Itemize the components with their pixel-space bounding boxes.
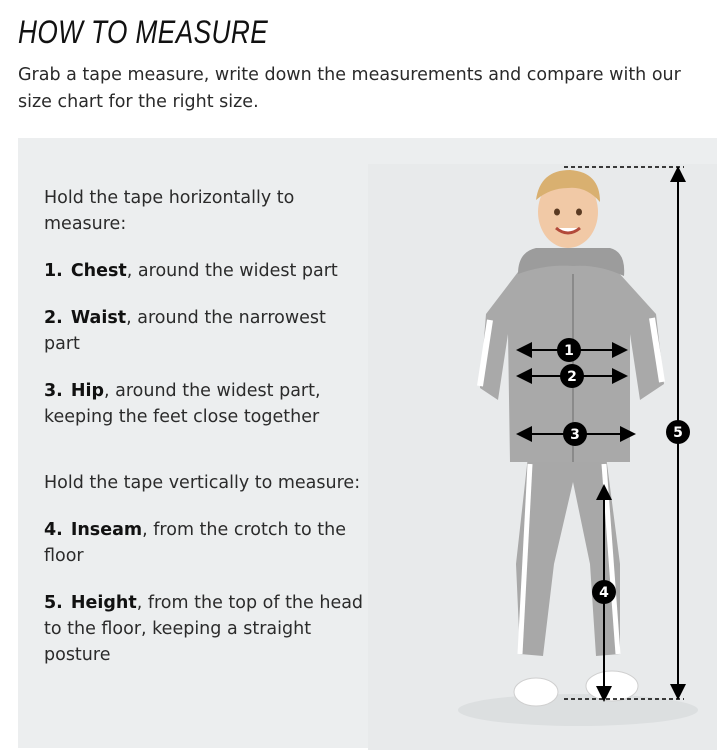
instruction-term: Height [70, 593, 137, 613]
instruction-text: , around the narrowest part [44, 308, 326, 354]
intro-text: Grab a tape measure, write down the measurements and compare with our size chart for the right size. [18, 65, 681, 112]
page-title: HOW TO MEASURE [18, 14, 269, 50]
marker-2 [560, 364, 584, 388]
shoe-right [586, 671, 638, 701]
vertical-heading: Hold the tape vertically to measure: [44, 473, 361, 493]
measurement-illustration [368, 164, 717, 750]
instruction-text: , around the widest part, keeping the feet close together [44, 381, 321, 427]
eye-left [554, 209, 560, 216]
instruction-term: Inseam [70, 520, 143, 540]
marker-4 [592, 580, 616, 604]
instruction-number: 2. [44, 308, 63, 328]
child-measurement-figure [368, 164, 717, 750]
marker-5-label: 5 [673, 425, 683, 441]
instruction-waist [44, 305, 364, 357]
marker-5 [666, 420, 690, 444]
instruction-text: , around the widest part [126, 261, 338, 281]
instruction-term: Waist [70, 308, 127, 328]
marker-3 [563, 422, 587, 446]
smile [556, 228, 580, 233]
instruction-number: 3. [44, 381, 63, 401]
instruction-hip [44, 378, 364, 430]
eye-right [576, 209, 582, 216]
instruction-term: Hip [70, 381, 104, 401]
marker-1 [557, 338, 581, 362]
marker-3-label: 3 [570, 427, 580, 443]
instruction-inseam [44, 517, 364, 569]
marker-4-label: 4 [599, 585, 609, 601]
instruction-height [44, 590, 364, 668]
instruction-number: 1. [44, 261, 63, 281]
horizontal-heading: Hold the tape horizontally to measure: [44, 188, 295, 234]
instruction-text: , from the top of the head to the floor, keeping a straight posture [44, 593, 364, 665]
instruction-number: 4. [44, 520, 63, 540]
shoe-left [514, 678, 558, 706]
instruction-term: Chest [70, 261, 127, 281]
marker-2-label: 2 [567, 369, 577, 385]
instruction-number: 5. [44, 593, 63, 613]
measure-guide-panel [18, 138, 717, 748]
instructions [44, 185, 364, 668]
instruction-text: , from the crotch to the floor [44, 520, 346, 566]
marker-1-label: 1 [564, 343, 574, 359]
instruction-chest [44, 258, 364, 284]
